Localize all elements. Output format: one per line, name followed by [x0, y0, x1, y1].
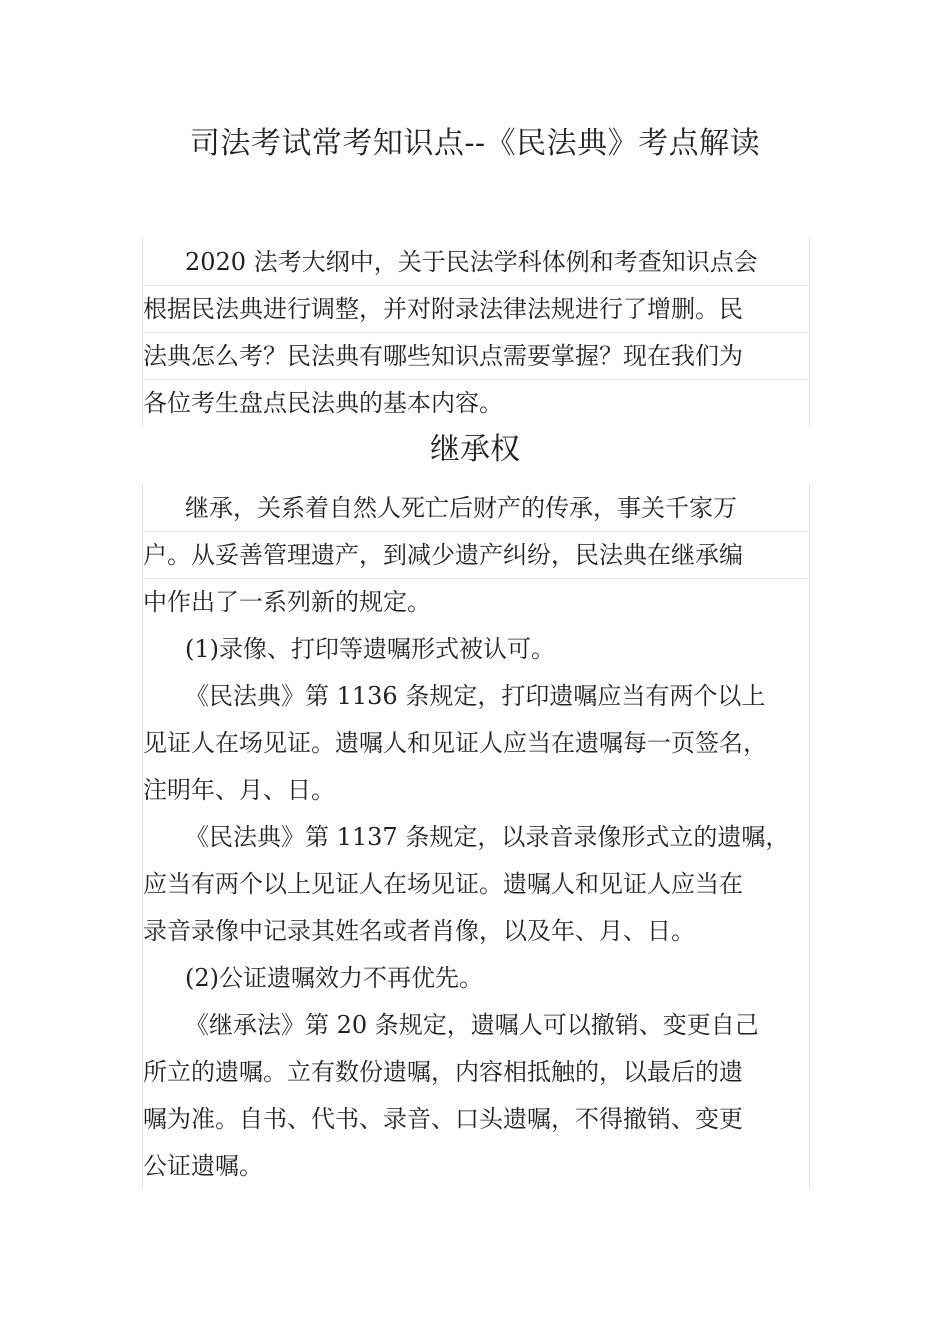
body-line: (1)录像、打印等遗嘱形式被认可。 — [185, 635, 555, 663]
body-line: 公证遗嘱。 — [143, 1152, 263, 1180]
intro-line: 各位考生盘点民法典的基本内容。 — [143, 379, 809, 426]
body-line: 注明年、月、日。 — [143, 776, 335, 804]
section-heading: 继承权 — [430, 432, 520, 467]
body-line: 所立的遗嘱。立有数份遗嘱，内容相抵触的，以最后的遗 — [143, 1058, 743, 1086]
intro-line: 法典怎么考？民法典有哪些知识点需要掌握？现在我们为 — [143, 332, 809, 379]
body-line: 继承，关系着自然人死亡后财产的传承，事关千家万 — [185, 494, 737, 522]
body-line: 嘱为准。自书、代书、录音、口头遗嘱，不得撤销、变更 — [143, 1105, 743, 1133]
body-line: 户。从妥善管理遗产，到减少遗产纠纷，民法典在继承编 — [143, 531, 809, 578]
body-line: 录音录像中记录其姓名或者肖像，以及年、月、日。 — [143, 917, 695, 945]
intro-line: 2020 法考大纲中，关于民法学科体例和考查知识点会 — [185, 248, 758, 276]
intro-paragraph — [142, 238, 810, 426]
body-line: 《继承法》第 20 条规定，遗嘱人可以撤销、变更自己 — [185, 1011, 759, 1039]
body-line: (2)公证遗嘱效力不再优先。 — [185, 964, 483, 992]
body-line: 《民法典》第 1137 条规定，以录音录像形式立的遗嘱， — [185, 823, 790, 851]
document-title: 司法考试常考知识点--《民法典》考点解读 — [189, 126, 761, 161]
body-line: 应当有两个以上见证人在场见证。遗嘱人和见证人应当在 — [143, 870, 743, 898]
body-line: 见证人在场见证。遗嘱人和见证人应当在遗嘱每一页签名， — [143, 729, 767, 757]
body-text — [142, 484, 810, 1189]
body-line: 中作出了一系列新的规定。 — [143, 578, 809, 625]
body-line: 《民法典》第 1136 条规定，打印遗嘱应当有两个以上 — [185, 682, 766, 710]
intro-line: 根据民法典进行调整，并对附录法律法规进行了增删。民 — [143, 285, 809, 332]
